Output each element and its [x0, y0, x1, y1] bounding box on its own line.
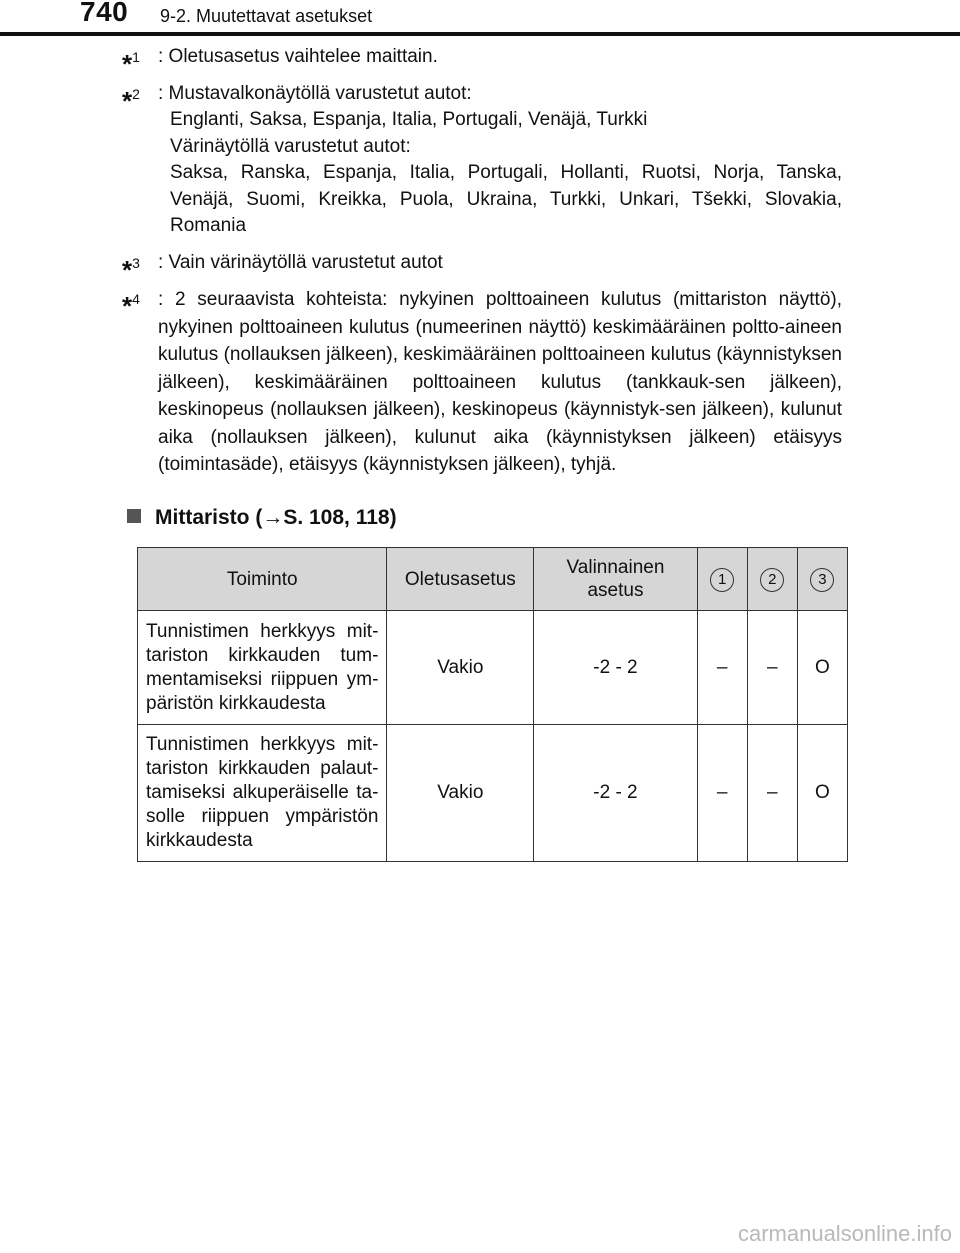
square-bullet-icon [127, 509, 141, 523]
col-header-2 [747, 548, 797, 611]
cell-function: Tunnistimen herkkyys mit-tariston kirkkauden palaut-tamiseksi alkuperäiselle ta-solle riippuen ympäristön kirkkaudesta [138, 725, 387, 862]
cell-optional: -2 - 2 [534, 611, 697, 725]
footnote-text: : Mustavalkonäytöllä varustetut autot: [158, 82, 472, 104]
section-title: 9-2. Muutettavat asetukset [160, 6, 373, 26]
header-rule [0, 32, 960, 36]
footnote-text: Saksa, Ranska, Espanja, Italia, Portugali, Hollanti, Ruotsi, Norja, Tanska, Venäjä, Suomi, Kreikka, Puola, Ukraina, Turkki, Unkari, Tšekki, Slovakia, Romania [170, 162, 842, 236]
cell-default: Vakio [387, 725, 534, 862]
footnote-text: : Vain värinäytöllä varustetut autot [158, 251, 443, 273]
cell-optional: -2 - 2 [534, 725, 697, 862]
cell-1: – [697, 611, 747, 725]
col-header-default: Oletusasetus [387, 548, 534, 611]
settings-table [137, 547, 848, 862]
circled-number-icon: 2 [760, 568, 784, 592]
cell-1: – [697, 725, 747, 862]
cell-3: O [797, 611, 847, 725]
cell-default: Vakio [387, 611, 534, 725]
section-heading [127, 506, 397, 530]
footnote-1 [122, 44, 842, 79]
col-header-function: Toiminto [138, 548, 387, 611]
footnote-text: Värinäytöllä varustetut autot: [170, 135, 411, 157]
footnote-marker: *$^3$ [122, 254, 140, 285]
page-number: 740 [80, 0, 129, 27]
footnotes [122, 44, 842, 489]
col-header-1 [697, 548, 747, 611]
circled-number-icon: 1 [710, 568, 734, 592]
table-row [138, 725, 848, 862]
footnote-4 [122, 286, 842, 479]
circled-number-icon: 3 [810, 568, 834, 592]
footnote-marker: *$^1$ [122, 49, 140, 79]
footnote-3 [122, 250, 842, 285]
cell-2: – [747, 725, 797, 862]
footnote-marker: *$^2$ [122, 85, 140, 116]
page-header [0, 0, 960, 40]
footnote-text: : 2 seuraavista kohteista: nykyinen polttoaineen kulutus (mittariston näyttö), nykyinen polttoaineen kulutus (numeerinen näyttö) keskimääräinen poltto-aineen kulutus (nollauksen jälkeen), keskimääräinen polttoaineen kulutus (käynnistyksen jälkeen), keskimääräinen polttoaineen kulutus (tankkauk-sen jälkeen), keskinopeus (nollauksen jälkeen), keskinopeus (käynnistyk-sen jälkeen), kulunut aika (nollauksen jälkeen), kulunut aika (käynnistyksen jälkeen) etäisyys (toimintasäde), etäisyys (käynnistyksen jälkeen), tyhjä. [158, 289, 842, 475]
col-header-3 [797, 548, 847, 611]
footnote-text: : Oletusasetus vaihtelee maittain. [158, 46, 438, 67]
table-row [138, 611, 848, 725]
heading-text: Mittaristo (→S. 108, 118) [155, 506, 397, 529]
cell-3: O [797, 725, 847, 862]
footnote-2 [122, 81, 842, 240]
cell-function: Tunnistimen herkkyys mit-tariston kirkkauden tum-mentamiseksi riippuen ym-päristön kirkkaudesta [138, 611, 387, 725]
footnote-text: Englanti, Saksa, Espanja, Italia, Portugali, Venäjä, Turkki [170, 109, 648, 130]
cell-2: – [747, 611, 797, 725]
watermark: carmanualsonline.info [737, 1221, 952, 1246]
table-header-row [138, 548, 848, 611]
col-header-optional: Valinnainen asetus [534, 548, 697, 611]
footnote-marker: *$^4$ [122, 291, 140, 321]
